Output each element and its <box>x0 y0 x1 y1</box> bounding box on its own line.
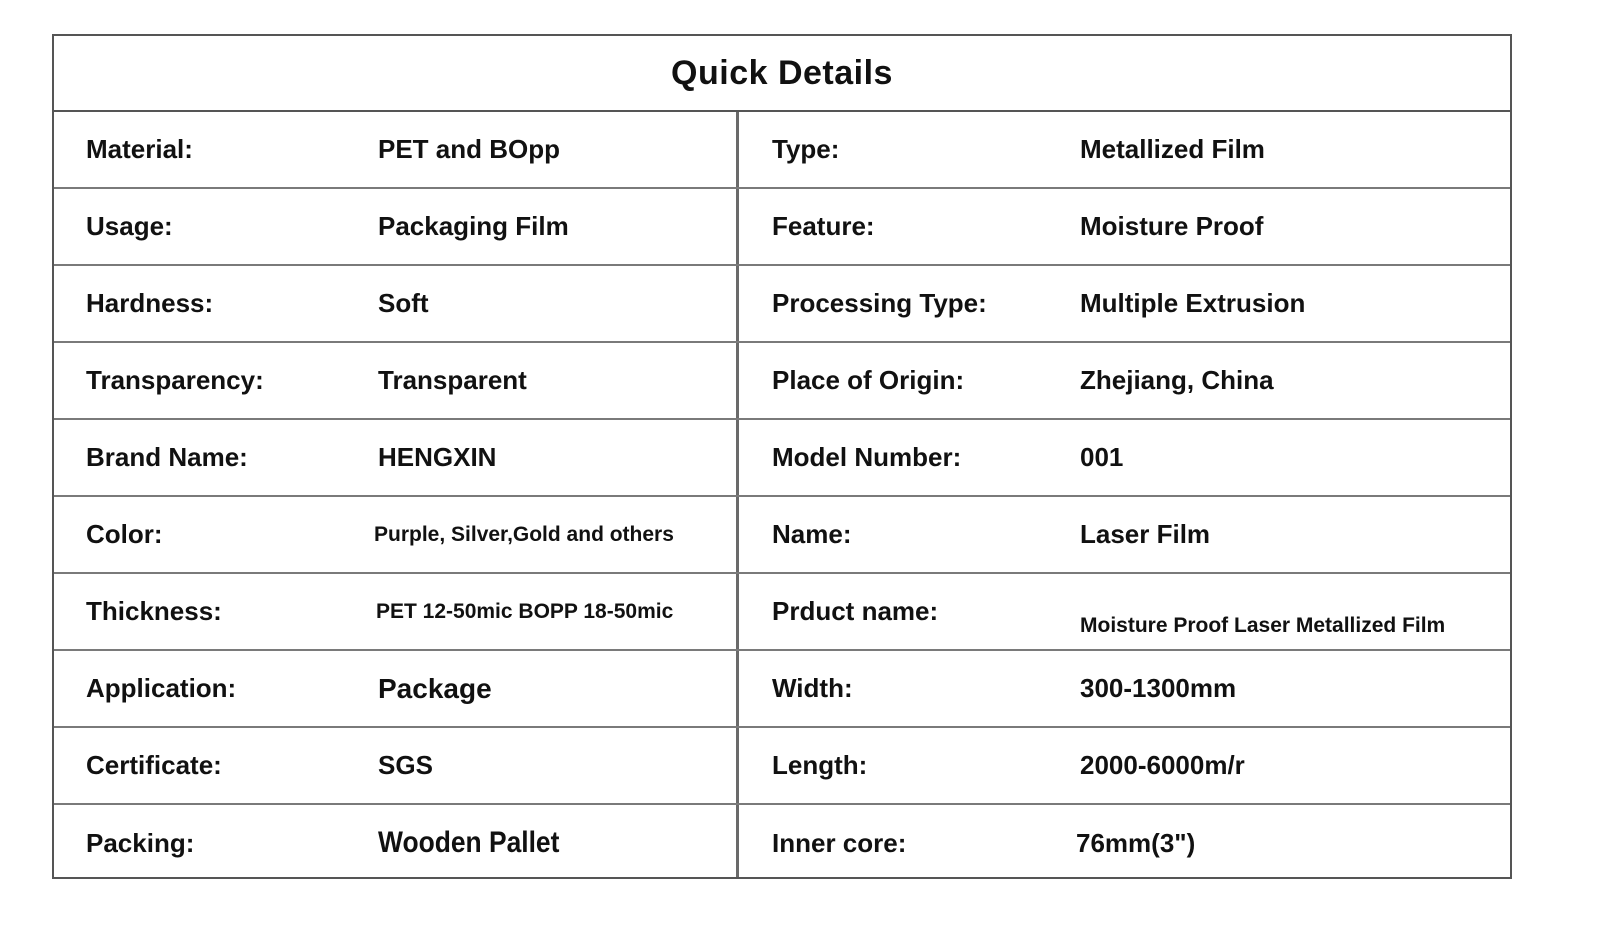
spec-label: Name: <box>772 519 852 549</box>
table-body <box>54 112 1510 877</box>
spec-label: Length: <box>772 750 868 780</box>
spec-label: Place of Origin: <box>772 365 965 395</box>
spec-label: Certificate: <box>86 750 222 780</box>
spec-value: Metallized Film <box>1080 134 1265 164</box>
table-title: Quick Details <box>671 53 893 92</box>
spec-label: Processing Type: <box>772 288 987 318</box>
spec-value: Moisture Proof <box>1080 211 1264 241</box>
spec-label: Type: <box>772 134 840 164</box>
spec-value: 001 <box>1080 442 1124 472</box>
table-row <box>54 805 1510 881</box>
spec-value: Moisture Proof Laser Metallized Film <box>1080 613 1446 637</box>
spec-value: PET 12-50mic BOPP 18-50mic <box>376 599 674 623</box>
spec-label: Hardness: <box>86 288 214 318</box>
table-row <box>54 728 1510 805</box>
table-row <box>54 651 1510 728</box>
spec-label: Brand Name: <box>86 442 248 472</box>
spec-label: Prduct name: <box>772 596 939 626</box>
spec-value: Multiple Extrusion <box>1080 288 1306 318</box>
spec-label: Transparency: <box>86 365 264 395</box>
table-row <box>54 189 1510 266</box>
spec-label: Usage: <box>86 211 173 241</box>
spec-label: Material: <box>86 134 193 164</box>
spec-label: Feature: <box>772 211 875 241</box>
spec-value: 2000-6000m/r <box>1080 750 1245 780</box>
spec-label: Width: <box>772 673 853 703</box>
table-row <box>54 112 1510 189</box>
spec-value: Zhejiang, China <box>1080 365 1274 395</box>
spec-value: HENGXIN <box>378 442 497 472</box>
table-row <box>54 497 1510 574</box>
spec-value: 300-1300mm <box>1080 673 1237 703</box>
table-row <box>54 343 1510 420</box>
spec-label: Color: <box>86 519 163 549</box>
spec-value: Package <box>378 672 492 704</box>
spec-label: Inner core: <box>772 827 907 858</box>
spec-label: Thickness: <box>86 596 222 626</box>
spec-label: Model Number: <box>772 442 962 472</box>
spec-value: Purple, Silver,Gold and others <box>374 522 674 546</box>
table-header <box>54 36 1510 112</box>
spec-value: Packaging Film <box>378 211 569 241</box>
spec-label: Application: <box>86 673 237 703</box>
table-row <box>54 574 1510 651</box>
spec-value: Laser Film <box>1080 519 1211 549</box>
table-row <box>54 420 1510 497</box>
table-row <box>54 266 1510 343</box>
spec-value: PET and BOpp <box>378 134 560 164</box>
spec-label: Packing: <box>86 827 195 858</box>
quick-details-table <box>52 34 1512 879</box>
spec-value: Wooden Pallet <box>378 826 560 859</box>
spec-value: 76mm(3") <box>1076 827 1196 858</box>
spec-value: Transparent <box>378 365 527 395</box>
spec-value: SGS <box>378 750 433 780</box>
spec-value: Soft <box>378 288 429 318</box>
